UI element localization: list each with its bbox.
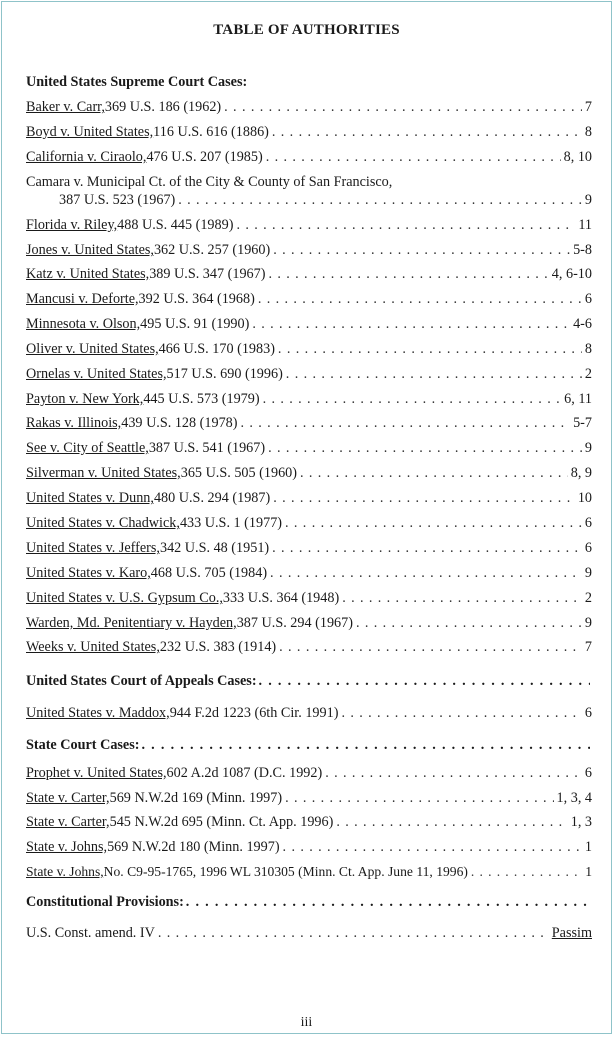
case-citation: 433 U.S. 1 (1977) [179, 515, 283, 531]
table-row [26, 514, 592, 532]
table-row [26, 439, 592, 457]
section-heading-appeals [26, 672, 592, 690]
table-row [26, 191, 592, 209]
case-citation: 387 U.S. 523 (1967) [59, 192, 176, 208]
table-row [26, 390, 592, 408]
page-ref: 9 [584, 565, 592, 581]
case-name: Payton v. New York, [26, 391, 144, 407]
page-number: iii [300, 1015, 313, 1030]
table-row [26, 464, 592, 482]
case-name: Baker v. Carr, [26, 99, 105, 115]
case-name: Camara v. Municipal Ct. of the City & County of San Francisco, [26, 174, 393, 190]
page-ref: 6 [584, 291, 592, 307]
case-citation: 369 U.S. 186 (1962) [104, 99, 222, 115]
page-ref: 7 [584, 639, 592, 655]
table-row [26, 216, 592, 234]
page-ref: 5-8 [573, 242, 592, 258]
page-ref: 4, 6-10 [551, 266, 592, 282]
case-name: Silverman v. United States, [26, 465, 181, 481]
case-citation: No. C9-95-1765, 1996 WL 310305 (Minn. Ct. App. June 11, 1996) [103, 864, 468, 879]
page-ref: 1, 3 [570, 814, 592, 830]
case-citation: 569 N.W.2d 169 (Minn. 1997) [109, 790, 283, 806]
page-ref: 6 [584, 765, 592, 781]
page-title: TABLE OF AUTHORITIES [213, 22, 400, 38]
case-citation: 392 U.S. 364 (1968) [138, 291, 255, 307]
table-row [26, 414, 592, 432]
case-name: Florida v. Riley, [26, 217, 118, 233]
table-row [26, 365, 592, 383]
table-row [26, 489, 592, 507]
table-row-first-line [26, 173, 392, 191]
table-row [26, 98, 592, 116]
case-name: Boyd v. United States, [26, 124, 154, 140]
table-row [26, 614, 592, 632]
case-citation: 602 A.2d 1087 (D.C. 1992) [166, 765, 323, 781]
case-citation: 480 U.S. 294 (1987) [153, 490, 271, 506]
page-ref: Passim [551, 925, 592, 941]
table-row [26, 924, 592, 942]
case-citation: 495 U.S. 91 (1990) [140, 316, 250, 332]
page-ref: 9 [584, 615, 592, 631]
case-citation: 545 N.W.2d 695 (Minn. Ct. App. 1996) [109, 814, 334, 830]
table-row [26, 290, 592, 308]
case-name: Oliver v. United States, [26, 341, 159, 357]
section-heading-label: Constitutional Provisions: [26, 894, 184, 910]
page-ref: 8 [584, 341, 592, 357]
case-citation: 476 U.S. 207 (1985) [146, 149, 263, 165]
case-name: United States v. Maddox, [26, 705, 170, 721]
table-row [26, 539, 592, 557]
page-ref: 9 [584, 192, 592, 208]
case-citation: 517 U.S. 690 (1996) [166, 366, 283, 382]
case-citation: 342 U.S. 48 (1951) [159, 540, 270, 556]
case-citation: 439 U.S. 128 (1978) [121, 415, 238, 431]
table-row [26, 315, 592, 333]
case-name: See v. City of Seattle, [26, 440, 149, 456]
case-name: State v. Johns, [26, 839, 108, 855]
case-citation: 389 U.S. 347 (1967) [149, 266, 266, 282]
section-heading-state [26, 736, 592, 754]
page-ref: 6 [584, 540, 592, 556]
table-row [26, 838, 592, 856]
page-ref: 4-6 [573, 316, 592, 332]
table-row [26, 564, 592, 582]
table-row [26, 148, 592, 166]
section-heading-constitutional [26, 893, 592, 911]
case-name: California v. Ciraolo, [26, 149, 147, 165]
case-citation: 232 U.S. 383 (1914) [159, 639, 277, 655]
page-ref: 7 [584, 99, 592, 115]
page-ref: 6 [584, 705, 592, 721]
case-name: State v. Carter, [26, 814, 110, 830]
case-citation: 387 U.S. 541 (1967) [148, 440, 266, 456]
page-ref: 8, 9 [570, 465, 592, 481]
case-citation: 488 U.S. 445 (1989) [117, 217, 234, 233]
page-ref: 5-7 [573, 415, 592, 431]
table-row [26, 863, 592, 881]
page-ref: 1 [584, 839, 592, 855]
case-citation: 333 U.S. 364 (1948) [222, 590, 340, 606]
section-heading-label: United States Court of Appeals Cases: [26, 673, 257, 689]
case-name: United States v. Dunn, [26, 490, 154, 506]
case-name: United States v. Karo, [26, 565, 151, 581]
table-row [26, 589, 592, 607]
section-heading-supreme [26, 73, 592, 91]
case-name: Minnesota v. Olson, [26, 316, 141, 332]
case-name: United States v. Chadwick, [26, 515, 180, 531]
table-row [26, 764, 592, 782]
case-name: United States v. U.S. Gypsum Co., [26, 590, 223, 606]
table-row [26, 789, 592, 807]
table-row [26, 813, 592, 831]
section-heading-label: United States Supreme Court Cases: [26, 74, 248, 90]
case-name: Mancusi v. Deforte, [26, 291, 139, 307]
page-ref: 9 [584, 440, 592, 456]
case-name: Jones v. United States, [26, 242, 154, 258]
table-row [26, 638, 592, 656]
table-row [26, 265, 592, 283]
page-ref: 6 [584, 515, 592, 531]
case-name: State v. Carter, [26, 790, 110, 806]
case-name: Rakas v. Illinois, [26, 415, 122, 431]
case-citation: 468 U.S. 705 (1984) [150, 565, 268, 581]
case-citation: 362 U.S. 257 (1960) [153, 242, 271, 258]
document-page [1, 1, 612, 1034]
case-name: Warden, Md. Penitentiary v. Hayden, [26, 615, 237, 631]
page-ref: 6, 11 [564, 391, 592, 407]
case-citation: 466 U.S. 170 (1983) [158, 341, 275, 357]
section-heading-label: State Court Cases: [26, 737, 140, 753]
page-ref: 1, 3, 4 [556, 790, 592, 806]
page-ref: 1 [585, 864, 592, 879]
case-name: State v. Johns, [26, 864, 104, 879]
table-row [26, 340, 592, 358]
provision-citation: U.S. Const. amend. IV [26, 925, 155, 941]
table-row [26, 704, 592, 722]
table-row [26, 241, 592, 259]
case-citation: 387 U.S. 294 (1967) [236, 615, 353, 631]
case-citation: 116 U.S. 616 (1886) [153, 124, 269, 140]
case-name: Katz v. United States, [26, 266, 150, 282]
case-citation: 569 N.W.2d 180 (Minn. 1997) [107, 839, 280, 855]
case-name: Prophet v. United States, [26, 765, 167, 781]
case-name: Weeks v. United States, [26, 639, 160, 655]
case-citation: 445 U.S. 573 (1979) [143, 391, 260, 407]
page-ref: 11 [578, 217, 592, 233]
page-ref: 10 [577, 490, 592, 506]
page-ref: 2 [584, 366, 592, 382]
case-name: Ornelas v. United States, [26, 366, 167, 382]
case-citation: 365 U.S. 505 (1960) [180, 465, 297, 481]
table-row [26, 123, 592, 141]
case-name: United States v. Jeffers, [26, 540, 160, 556]
page-ref: 8, 10 [563, 149, 592, 165]
page-ref: 8 [584, 124, 592, 140]
page-ref: 2 [584, 590, 592, 606]
case-citation: 944 F.2d 1223 (6th Cir. 1991) [169, 705, 339, 721]
